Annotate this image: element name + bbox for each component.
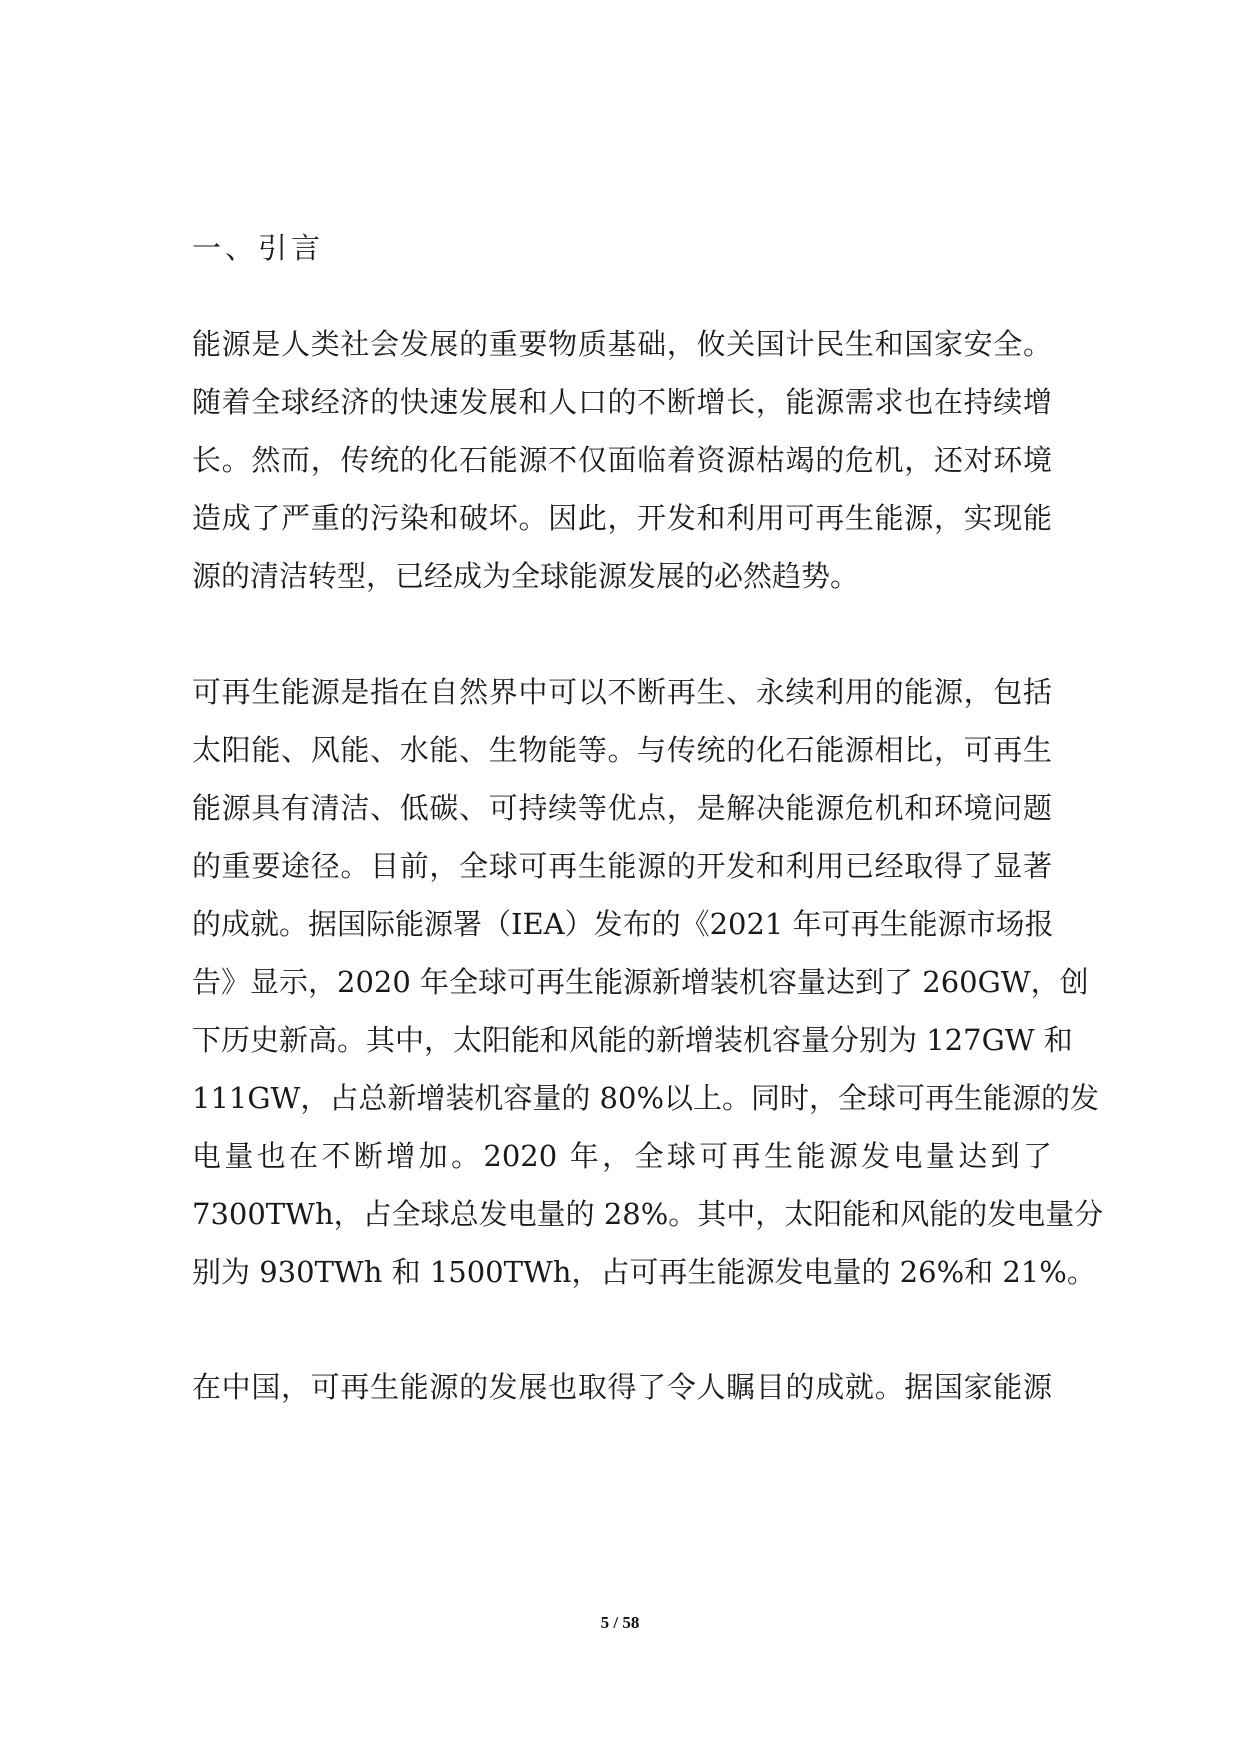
section-heading: 一、引言 [192,231,325,265]
paragraph-2-line-10: 7300TWh，占全球总发电量的 28%。其中，太阳能和风能的发电量分 [192,1197,1104,1231]
paragraph-2-line-4: 的重要途径。目前，全球可再生能源的开发和利用已经取得了显著 [192,849,1052,883]
paragraph-3-line-1: 在中国，可再生能源的发展也取得了令人瞩目的成就。据国家能源 [192,1370,1052,1404]
paragraph-2-line-7: 下历史新高。其中，太阳能和风能的新增装机容量分别为 127GW 和 [192,1023,1073,1057]
paragraph-2-line-11: 别为 930TWh 和 1500TWh，占可再生能源发电量的 26%和 21%。 [192,1255,1096,1289]
paragraph-1-line-3: 长。然而，传统的化石能源不仅面临着资源枯竭的危机，还对环境 [192,443,1052,477]
paragraph-1-line-1: 能源是人类社会发展的重要物质基础，攸关国计民生和国家安全。 [192,327,1052,361]
paragraph-2-line-8: 111GW，占总新增装机容量的 80%以上。同时，全球可再生能源的发 [192,1081,1100,1115]
paragraph-2-line-9: 电量也在不断增加。2020 年，全球可再生能源发电量达到了 [192,1139,1052,1173]
paragraph-2-line-3: 能源具有清洁、低碳、可持续等优点，是解决能源危机和环境问题 [192,791,1052,825]
paragraph-2-line-1: 可再生能源是指在自然界中可以不断再生、永续利用的能源，包括 [192,675,1052,709]
paragraph-2-line-5: 的成就。据国际能源署（IEA）发布的《2021 年可再生能源市场报 [192,907,1054,941]
paragraph-2-line-2: 太阳能、风能、水能、生物能等。与传统的化石能源相比，可再生 [192,733,1052,767]
paragraph-1-line-5: 源的清洁转型，已经成为全球能源发展的必然趋势。 [192,559,860,593]
page-number: 5 / 58 [600,1613,640,1632]
paragraph-1-line-4: 造成了严重的污染和破坏。因此，开发和利用可再生能源，实现能 [192,501,1052,535]
paragraph-1-line-2: 随着全球经济的快速发展和人口的不断增长，能源需求也在持续增 [192,385,1052,419]
paragraph-2-line-6: 告》显示，2020 年全球可再生能源新增装机容量达到了 260GW，创 [192,965,1089,999]
